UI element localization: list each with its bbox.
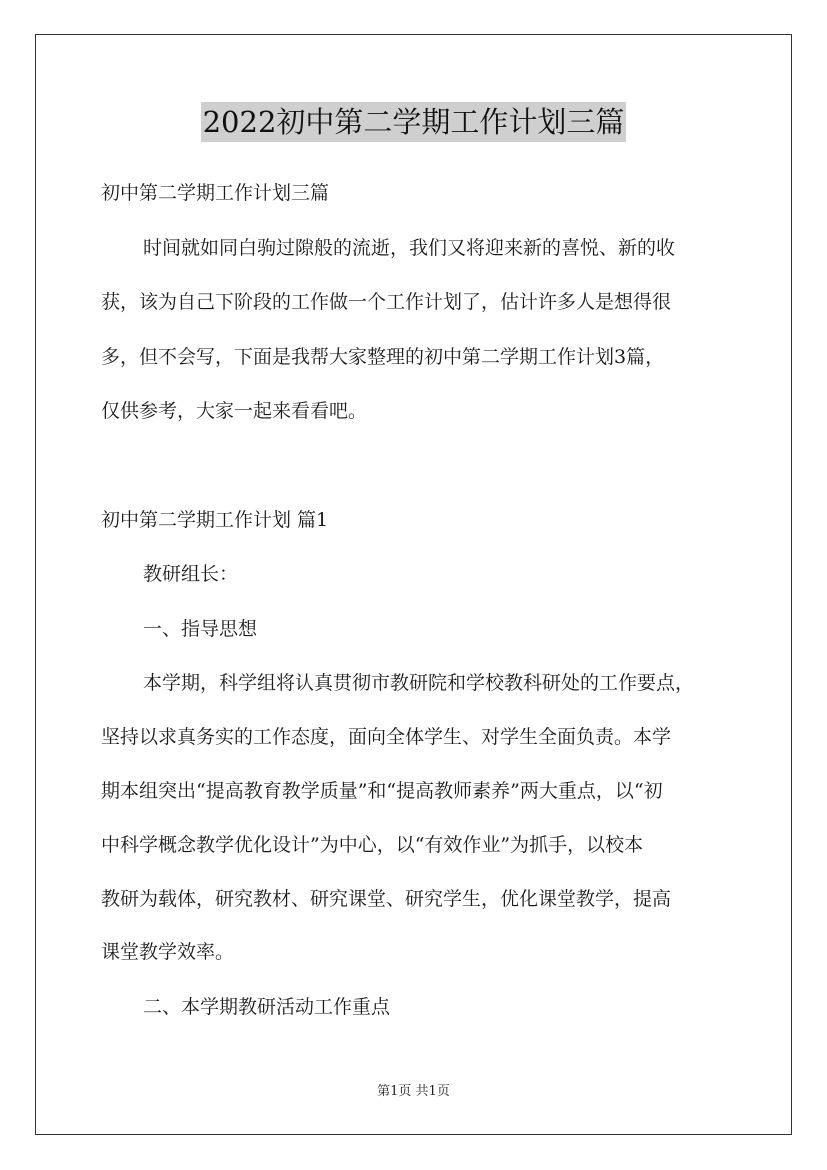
subtitle-line: 初中第二学期工作计划三篇 xyxy=(101,182,330,204)
document-title xyxy=(0,102,827,142)
body-line-6: 课堂教学效率。 xyxy=(101,941,235,963)
section-heading-1: 初中第二学期工作计划 篇1 xyxy=(101,509,329,531)
intro-line-4: 仅供参考，大家一起来看看吧。 xyxy=(101,400,368,422)
body-line-5: 教研为载体，研究教材、研究课堂、研究学生，优化课堂教学，提高 xyxy=(101,888,672,910)
subheading-guiding-thought: 一、指导思想 xyxy=(143,618,258,640)
intro-line-3: 多，但不会写，下面是我帮大家整理的初中第二学期工作计划3篇， xyxy=(101,346,665,368)
body-line-2: 坚持以求真务实的工作态度，面向全体学生、对学生全面负责。本学 xyxy=(101,726,672,748)
intro-line-2: 获，该为自己下阶段的工作做一个工作计划了，估计许多人是想得很 xyxy=(101,291,672,313)
body-line-4: 中科学概念教学优化设计”为中心，以“有效作业”为抓手，以校本 xyxy=(101,834,644,856)
body-line-1: 本学期，科学组将认真贯彻市教研院和学校教科研处的工作要点， xyxy=(143,672,695,694)
intro-line-1: 时间就如同白驹过隙般的流逝，我们又将迎来新的喜悦、新的收 xyxy=(143,237,676,259)
page-number-footer: 第1页 共1页 xyxy=(377,1084,450,1099)
body-line-3: 期本组突出“提高教育教学质量”和“提高教师素养”两大重点，以“初 xyxy=(101,780,663,802)
document-title-text: 2022初中第二学期工作计划三篇 xyxy=(201,102,627,142)
teaching-leader-label: 教研组长： xyxy=(143,563,239,585)
subheading-key-points: 二、本学期教研活动工作重点 xyxy=(143,996,391,1018)
